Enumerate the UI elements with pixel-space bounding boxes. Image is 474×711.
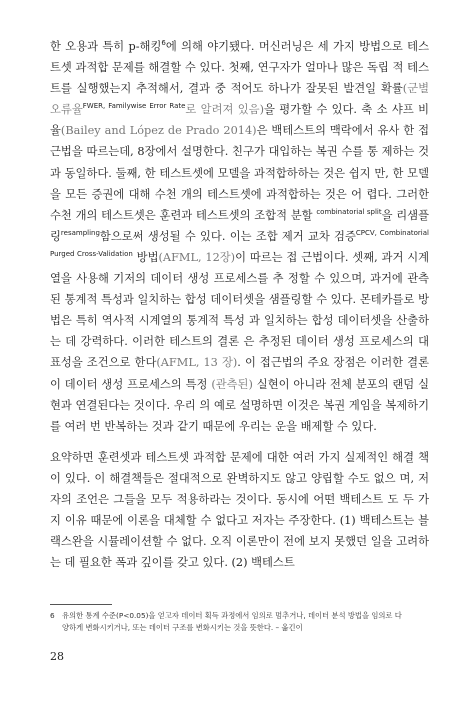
paragraph-1: 한 오용과 특히 p-해킹$^6$에 의해 야기됐다. 머신러닝은 세 가지 방법으로 테스트셋 과적합 문제를 해결할 수 있다. 첫째, 연구자가 얼마나 많은 독립 적 테스트를 실행했는지 추적해서, 결과 중 적어도 하나가 잘못된 발견일 확률(군별 오류율$^{FWER, Familywise Error Rate}$로 알려져 있음)을 평가할 수 있다. 축 소 샤프 비율(Bailey and López de Prado 2014)은 백테스트의 맥락에서 유사 한 접근법을 따르는데, 8장에서 설명한다. 친구가 대입하는 복권 수를 통 제하는 것과 동일하다. 둘째, 한 테스트셋에 모델을 과적합하하는 것은 쉽지 만, 한 모델을 모든 증권에 대해 수천 개의 테스트셋에 과적합하는 것은 어 렵다. 그러한 수천 개의 테스트셋은 훈련과 테스트셋의 조합적 분할 $^{combinatorial split}$을 리샘플링$^{resampling}$함으로써 생성될 수 있다. 이는 조합 제거 교차 검증$^{CPCV, Combinatorial Purged Cross-Validation}$ 방법(AFML, 12장)이 따르는 접 근법이다. 셋째, 과거 시계열을 사용해 기저의 데이터 생성 프로세스를 추 정할 수 있으며, 과거에 관측된 통계적 특성과 일치하는 합성 데이터셋을 샘플링할 수 있다. 몬테카를로 방법은 특히 역사적 시계열의 통계적 특성 과 일치하는 합성 데이터셋을 산출하는 데 강력하다. 이러한 테스트의 결론 은 추정된 데이터 생성 프로세스의 대표성을 조건으로 한다(AFML, 13 장). 이 접근법의 주요 장점은 이러한 결론이 데이터 생성 프로세스의 특정 (관측된) 실현이 아니라 전체 분포의 랜덤 실현과 연결된다는 것이다. 우리 의 예로 설명하면 이것은 복권 게임을 복제하기를 여러 번 반복하는 것과 같기 때문에 우리는 운을 배제할 수 있다. — [50, 39, 430, 433]
footnote-number: 6 — [50, 611, 55, 620]
body-text — [50, 36, 429, 573]
footnote-text-line-2: 양하게 변화시키거나, 또는 데이터 구조를 변화시키는 것을 뜻한다. – 옮긴이 — [62, 623, 303, 632]
footnote — [50, 610, 429, 634]
paragraph-2: 요약하면 훈련셋과 테스트셋 과적합 문제에 대한 여러 가지 실제적인 해결 책이 있다. 이 해결책들은 절대적으로 완벽하지도 않고 양립할 수도 없으 며, 저자의 조언은 그들을 모두 적용하라는 것이다. 동시에 어떤 백테스트 도 두 가지 이유 때문에 이론을 대체할 수 없다고 저자는 주장한다. (1) 백테스트는 블랙스완을 시뮬레이션할 수 없다. 오직 이론만이 전에 보지 못했던 일을 고려하는 데 필요한 폭과 깊이를 갖고 있다. (2) 백테스트 — [50, 450, 430, 570]
footnote-text-line-1: 유의한 통계 수준(P<0.05)을 얻고자 데이터 획득 과정에서 임의로 멈추거나, 데이터 분석 방법을 임의로 다 — [62, 611, 402, 620]
page-number: 28 — [50, 650, 64, 663]
footnote-ref-6[interactable]: 6 — [161, 39, 166, 47]
footnote-divider — [50, 604, 112, 605]
